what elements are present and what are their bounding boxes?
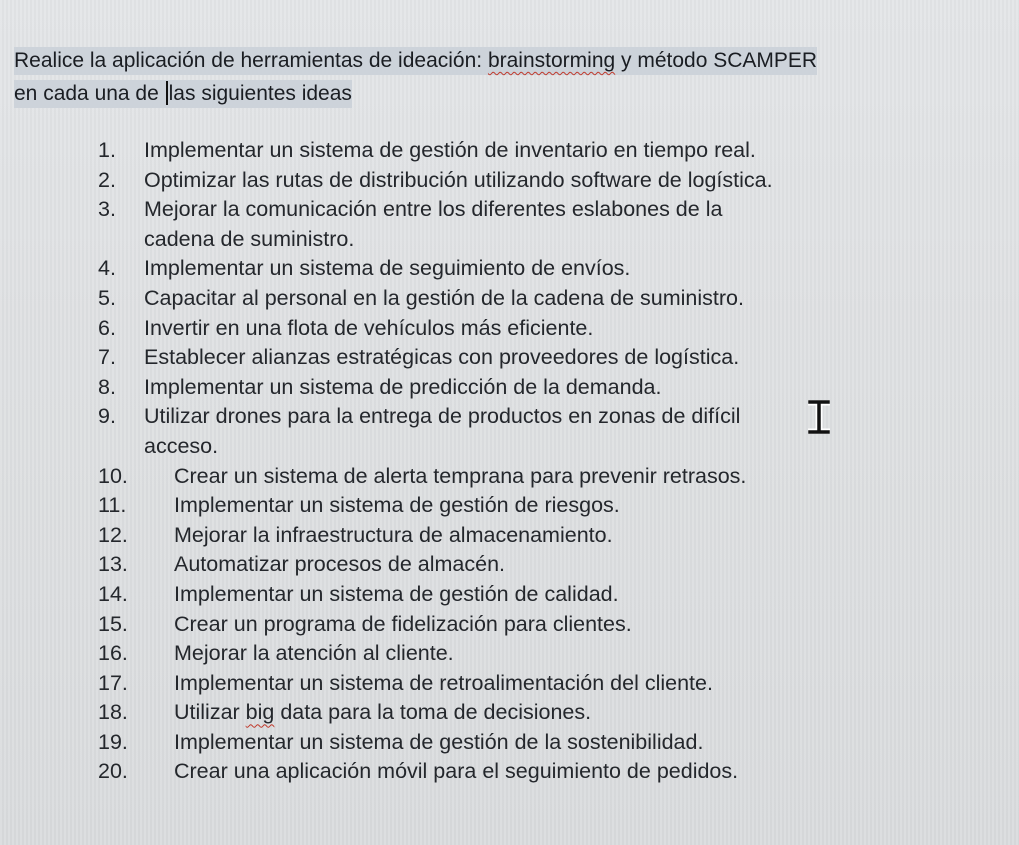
instruction-line-2-start: en cada una de bbox=[14, 82, 165, 105]
item-text: Capacitar al personal en la gestión de la cadena de suministro. bbox=[144, 285, 744, 310]
item-number: 5. bbox=[98, 285, 116, 310]
item-number: 17. bbox=[98, 670, 128, 695]
item-text: Implementar un sistema de gestión de inventario en tiempo real. bbox=[144, 138, 756, 162]
item-text: Implementar un sistema de gestión de calidad. bbox=[174, 581, 619, 606]
list-item bbox=[98, 698, 928, 728]
item-text-line-1: Utilizar drones para la entrega de productos en zonas de difícil bbox=[144, 404, 741, 429]
item-text: Mejorar la infraestructura de almacenamiento. bbox=[174, 522, 613, 547]
list-item bbox=[98, 254, 928, 284]
item-text: Crear un sistema de alerta temprana para prevenir retrasos. bbox=[174, 463, 747, 488]
list-item bbox=[98, 195, 928, 254]
item-number: 10. bbox=[98, 463, 128, 488]
list-item bbox=[98, 136, 928, 166]
list-item bbox=[98, 284, 928, 314]
item-number: 3. bbox=[98, 197, 116, 222]
item-number: 8. bbox=[98, 374, 116, 399]
item-text-line-2: cadena de suministro. bbox=[144, 226, 355, 251]
item-text-end: data para la toma de decisiones. bbox=[274, 700, 592, 725]
item-number: 1. bbox=[98, 138, 116, 162]
item-number: 12. bbox=[98, 522, 128, 547]
list-item bbox=[98, 343, 928, 373]
item-number: 13. bbox=[98, 552, 128, 577]
ideas-list bbox=[98, 136, 928, 787]
list-item bbox=[98, 610, 928, 640]
list-item bbox=[98, 639, 928, 669]
item-number: 11. bbox=[98, 493, 127, 518]
item-number: 20. bbox=[98, 759, 128, 784]
item-text-line-2: acceso. bbox=[144, 433, 219, 458]
item-text bbox=[174, 698, 591, 728]
instruction-text[interactable] bbox=[14, 44, 894, 110]
list-item bbox=[98, 580, 928, 610]
item-text: Implementar un sistema de retroalimentación del cliente. bbox=[174, 670, 713, 695]
item-number: 15. bbox=[98, 611, 128, 636]
item-number: 14. bbox=[98, 581, 128, 606]
item-text-line-1: Mejorar la comunicación entre los diferentes eslabones de la bbox=[144, 197, 723, 222]
list-item bbox=[98, 373, 928, 403]
list-item bbox=[98, 402, 928, 461]
item-number: 19. bbox=[98, 729, 128, 754]
item-number: 7. bbox=[98, 345, 116, 370]
item-text: Establecer alianzas estratégicas con proveedores de logística. bbox=[144, 345, 740, 370]
list-item bbox=[98, 757, 928, 787]
instruction-line-2-end: las siguientes ideas bbox=[168, 82, 352, 105]
list-item bbox=[98, 669, 928, 699]
item-number: 6. bbox=[98, 315, 116, 340]
spellcheck-word[interactable]: brainstorming bbox=[487, 49, 616, 72]
item-text: Optimizar las rutas de distribución utilizando software de logística. bbox=[144, 167, 773, 192]
selection-highlight bbox=[14, 47, 817, 75]
list-item bbox=[98, 314, 928, 344]
item-number: 18. bbox=[98, 700, 128, 725]
item-text: Implementar un sistema de predicción de la demanda. bbox=[144, 374, 662, 399]
item-text: Mejorar la atención al cliente. bbox=[174, 641, 454, 666]
text-insertion-caret bbox=[166, 81, 168, 105]
item-text bbox=[144, 195, 722, 254]
item-text: Crear un programa de fidelización para clientes. bbox=[174, 611, 632, 636]
instruction-line-2 bbox=[14, 77, 894, 110]
instruction-line-1-start: Realice la aplicación de herramientas de ideación: bbox=[14, 49, 488, 72]
instruction-line-1 bbox=[14, 44, 894, 77]
item-text: Implementar un sistema de gestión de la sostenibilidad. bbox=[174, 729, 704, 754]
item-text: Implementar un sistema de gestión de riesgos. bbox=[174, 493, 620, 518]
item-text: Automatizar procesos de almacén. bbox=[174, 552, 506, 577]
list-item bbox=[98, 166, 928, 196]
list-item bbox=[98, 462, 928, 492]
i-beam-cursor-icon bbox=[808, 400, 830, 434]
list-item bbox=[98, 521, 928, 551]
item-number: 16. bbox=[98, 641, 128, 666]
list-item bbox=[98, 550, 928, 580]
instruction-line-1-end: y método SCAMPER bbox=[615, 49, 818, 72]
item-text: Crear una aplicación móvil para el seguimiento de pedidos. bbox=[174, 759, 739, 784]
item-text bbox=[144, 402, 740, 461]
item-text-start: Utilizar bbox=[174, 700, 246, 725]
list-item bbox=[98, 491, 928, 521]
item-number: 4. bbox=[98, 256, 116, 281]
item-number: 9. bbox=[98, 404, 116, 429]
spellcheck-word[interactable]: big bbox=[245, 700, 275, 725]
item-text: Implementar un sistema de seguimiento de envíos. bbox=[144, 256, 631, 281]
list-item bbox=[98, 728, 928, 758]
selection-highlight-2 bbox=[14, 80, 352, 108]
item-text: Invertir en una flota de vehículos más eficiente. bbox=[144, 315, 594, 340]
item-number: 2. bbox=[98, 167, 116, 192]
